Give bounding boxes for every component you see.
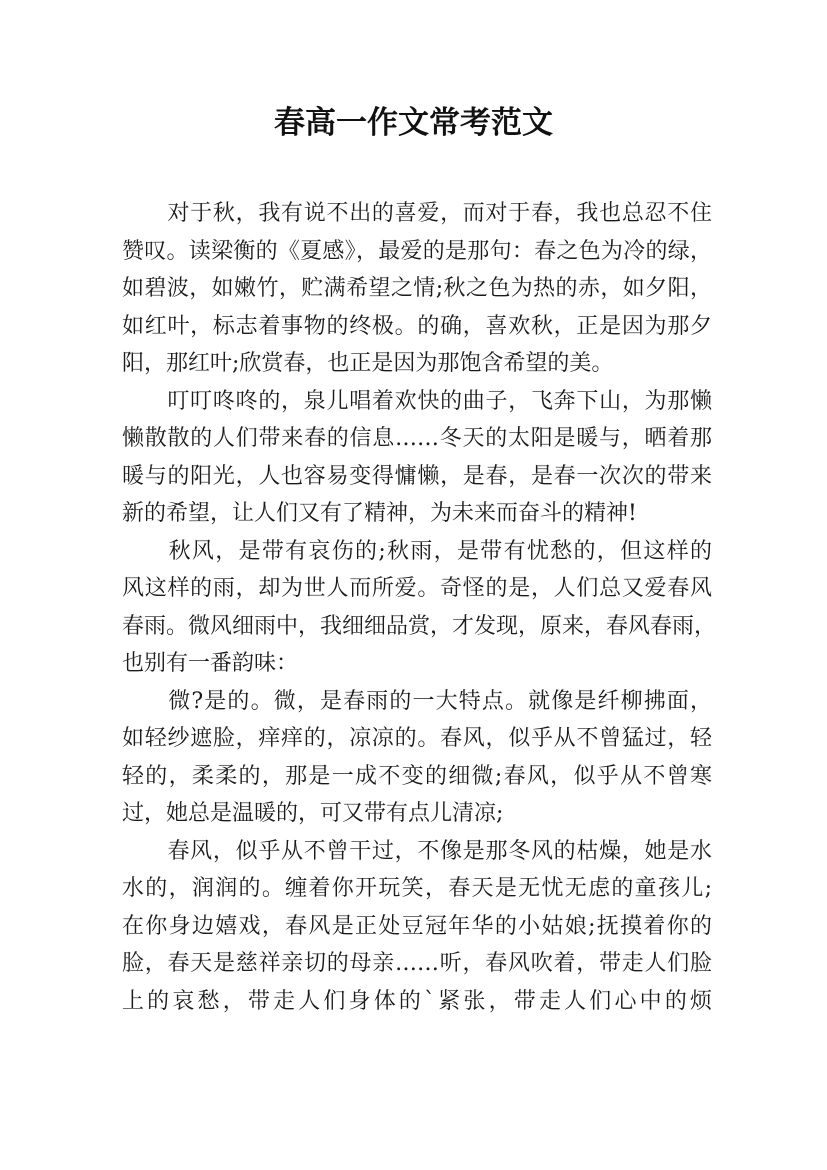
text-line: 赞叹。读梁衡的《夏感》，最爱的是那句：春之色为冷的绿， xyxy=(122,238,712,264)
text-line: 新的希望，让人们又有了精神，为未来而奋斗的精神! xyxy=(122,501,637,526)
text-line: 在你身边嬉戏，春风是正处豆冠年华的小姑娘;抚摸着你的 xyxy=(122,913,712,939)
text-line: 微?是的。微，是春雨的一大特点。就像是纤柳拂面， xyxy=(122,688,712,714)
text-line: 如红叶，标志着事物的终极。的确，喜欢秋，正是因为那夕 xyxy=(122,313,712,339)
text-line: 懒散散的人们带来春的信息……冬天的太阳是暖与，晒着那 xyxy=(122,426,712,451)
paragraph-1 xyxy=(122,195,712,383)
text-line: 水的，润润的。缠着你开玩笑，春天是无忧无虑的童孩儿; xyxy=(122,876,712,901)
text-line: 如轻纱遮脸，痒痒的，凉凉的。春风，似乎从不曾猛过，轻 xyxy=(122,726,712,751)
paragraph-2 xyxy=(122,383,712,533)
paragraph-4 xyxy=(122,683,712,833)
text-line: 过，她总是温暖的，可又带有点儿清凉; xyxy=(122,801,504,826)
paragraph-3 xyxy=(122,533,717,683)
text-line: 暖与的阳光，人也容易变得慵懒，是春，是春一次次的带来 xyxy=(122,463,712,489)
text-line: 也别有一番韵味： xyxy=(122,651,299,676)
text-line: 对于秋，我有说不出的喜爱，而对于春，我也总忍不住 xyxy=(122,201,712,226)
document-body xyxy=(122,195,717,1020)
text-line: 叮叮咚咚的，泉儿唱着欢快的曲子，飞奔下山，为那懒 xyxy=(122,388,712,414)
text-line: 春雨。微风细雨中，我细细品赏，才发现，原来，春风春雨， xyxy=(122,613,717,639)
text-line: 脸，春天是慈祥亲切的母亲……听，春风吹着，带走人们脸 xyxy=(122,951,712,976)
text-line: 秋风，是带有哀伤的;秋雨，是带有忧愁的，但这样的 xyxy=(122,538,712,564)
text-line: 阳，那红叶;欣赏春，也正是因为那饱含希望的美。 xyxy=(122,351,614,376)
document-title: 春高一作文常考范文 xyxy=(274,105,553,141)
text-line: 上的哀愁，带走人们身体的`紧张，带走人们心中的烦 xyxy=(122,988,712,1014)
text-line: 轻的，柔柔的，那是一成不变的细微;春风，似乎从不曾寒 xyxy=(122,763,712,789)
text-line: 风这样的雨，却为世人而所爱。奇怪的是，人们总又爱春风 xyxy=(122,576,712,601)
paragraph-5 xyxy=(122,833,712,1021)
text-line: 如碧波，如嫩竹，贮满希望之情;秋之色为热的赤，如夕阳， xyxy=(122,276,712,301)
text-line: 春风，似乎从不曾干过，不像是那冬风的枯燥，她是水 xyxy=(122,838,712,864)
